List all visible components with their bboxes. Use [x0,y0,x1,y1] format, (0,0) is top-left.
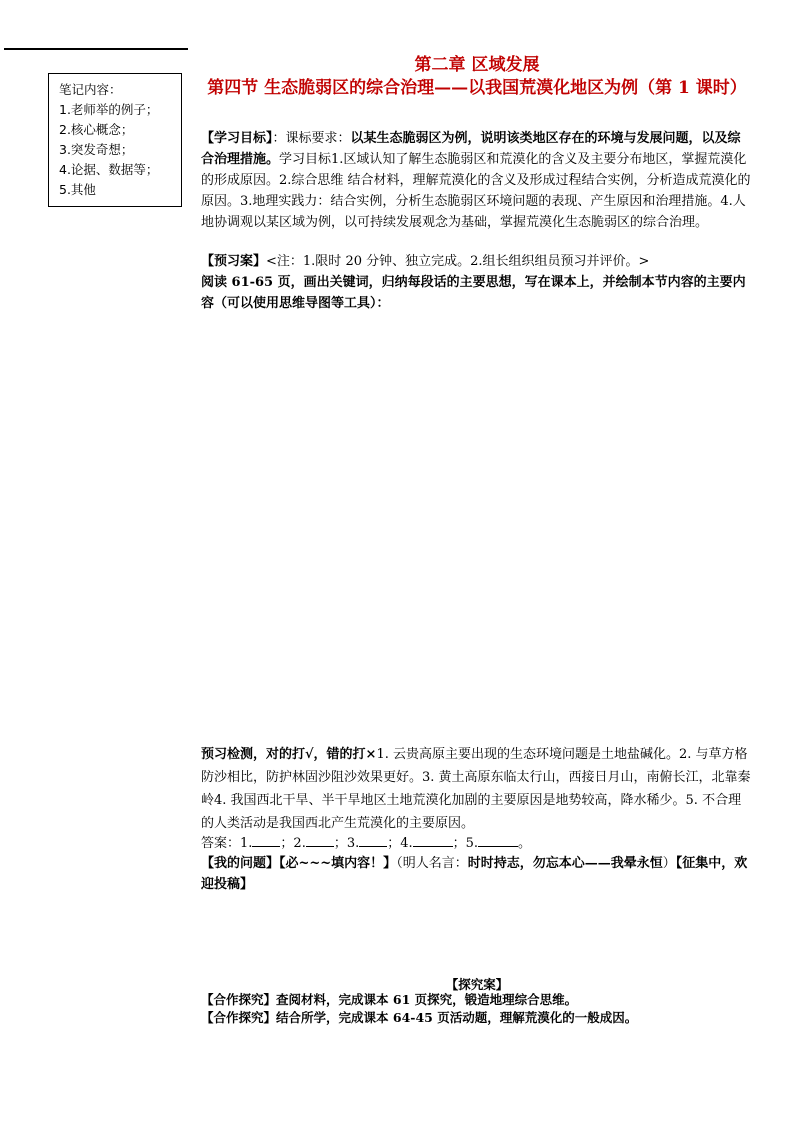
answers-label: 答案： [201,836,241,851]
quote-text: 时时持志，勿忘本心——我晕永恒 [467,856,663,871]
explore-title: 【探究案】 [445,977,509,992]
preview-note: <注：1.限时 20 分钟、独立完成。2.组长组织组员预习并评价。> [266,254,650,269]
answer-blank[interactable] [306,832,334,847]
answers-line [201,832,753,854]
answer-blank[interactable] [413,832,453,847]
notes-title: 笔记内容： [59,82,122,97]
learning-objectives [201,128,753,233]
answer-blank[interactable] [478,832,518,847]
coop-label: 【合作探究】 [201,992,277,1007]
chapter-title: 第二章 区域发展 [414,55,540,75]
notes-item: 1.老师举的例子； [59,102,159,117]
top-rule [4,48,188,50]
answer-blank[interactable] [252,832,280,847]
answer-number: 1. [240,836,253,851]
preview-check [201,743,753,835]
objectives-req-lead: ：课标要求： [272,131,351,146]
coop-item [201,1010,753,1026]
section-title: 第四节 生态脆弱区的综合治理——以我国荒漠化地区为例（第 1 课时） [207,78,747,98]
answer-blank[interactable] [359,832,387,847]
notes-box [48,73,182,207]
quote-open: （明人名言： [396,856,468,871]
notes-item: 2.核心概念； [59,122,134,137]
question-label: 【我的问题】【必~~~填内容！】 [201,856,397,871]
notes-item: 5.其他 [59,182,96,197]
answer-number: ；4. [387,836,413,851]
coop-item [201,992,753,1008]
coop-label: 【合作探究】 [201,1010,277,1025]
answer-number: ；2. [280,836,306,851]
answer-end: 。 [518,836,532,851]
preview-section [201,251,753,272]
objectives-goals: 学习目标1.区域认知了解生态脆弱区和荒漠化的含义及主要分布地区，掌握荒漠化的形成原因。2.综合思维 结合材料，理解荒漠化的含义及形成过程结合实例，分析造成荒漠化的原因。3.地理实践力：结合实例，分析生态脆弱区环境问题的表现、产生原因和治理措施。4.人地协调观以某区域为例，以可持续发展观念为基础，掌握荒漠化生态脆弱区的综合治理。 [201,152,751,230]
my-question [201,853,753,895]
collect-note: 【征集中，欢迎投稿】 [201,856,748,892]
coop-text: 查阅材料，完成课本 61 页探究，锻造地理综合思维。 [276,992,578,1007]
quote-close: ） [662,856,676,871]
objectives-label: 【学习目标】 [201,131,273,146]
answer-number: ；5. [452,836,479,851]
check-text: 1. 云贵高原主要出现的生态环境问题是土地盐碱化。2. 与草方格防沙相比，防护林固沙阻沙效果更好。3. 黄土高原东临太行山，西接日月山，南俯长江，北靠秦岭4. 我国西北干旱、半干旱地区土地荒漠化加剧的主要原因是地势较高，降水稀少。5. 不合理的人类活动是我国西北产生荒漠化的主要原因。 [201,747,751,831]
notes-item: 4.论据、数据等； [59,162,159,177]
coop-text: 结合所学，完成课本 64-45 页活动题，理解荒漠化的一般成因。 [276,1010,638,1025]
preview-task: 阅读 61-65 页，画出关键词，归纳每段话的主要思想，写在课本上，并绘制本节内容的主要内容（可以使用思维导图等工具）： [201,275,746,311]
answer-number: ；3. [333,836,360,851]
preview-label: 【预习案】 [201,254,267,269]
notes-item: 3.突发奇想； [59,142,134,157]
check-lead: 预习检测，对的打√，错的打× [201,747,377,762]
objectives-requirement: 以某生态脆弱区为例，说明该类地区存在的环境与发展问题，以及综合治理措施。 [201,131,741,167]
